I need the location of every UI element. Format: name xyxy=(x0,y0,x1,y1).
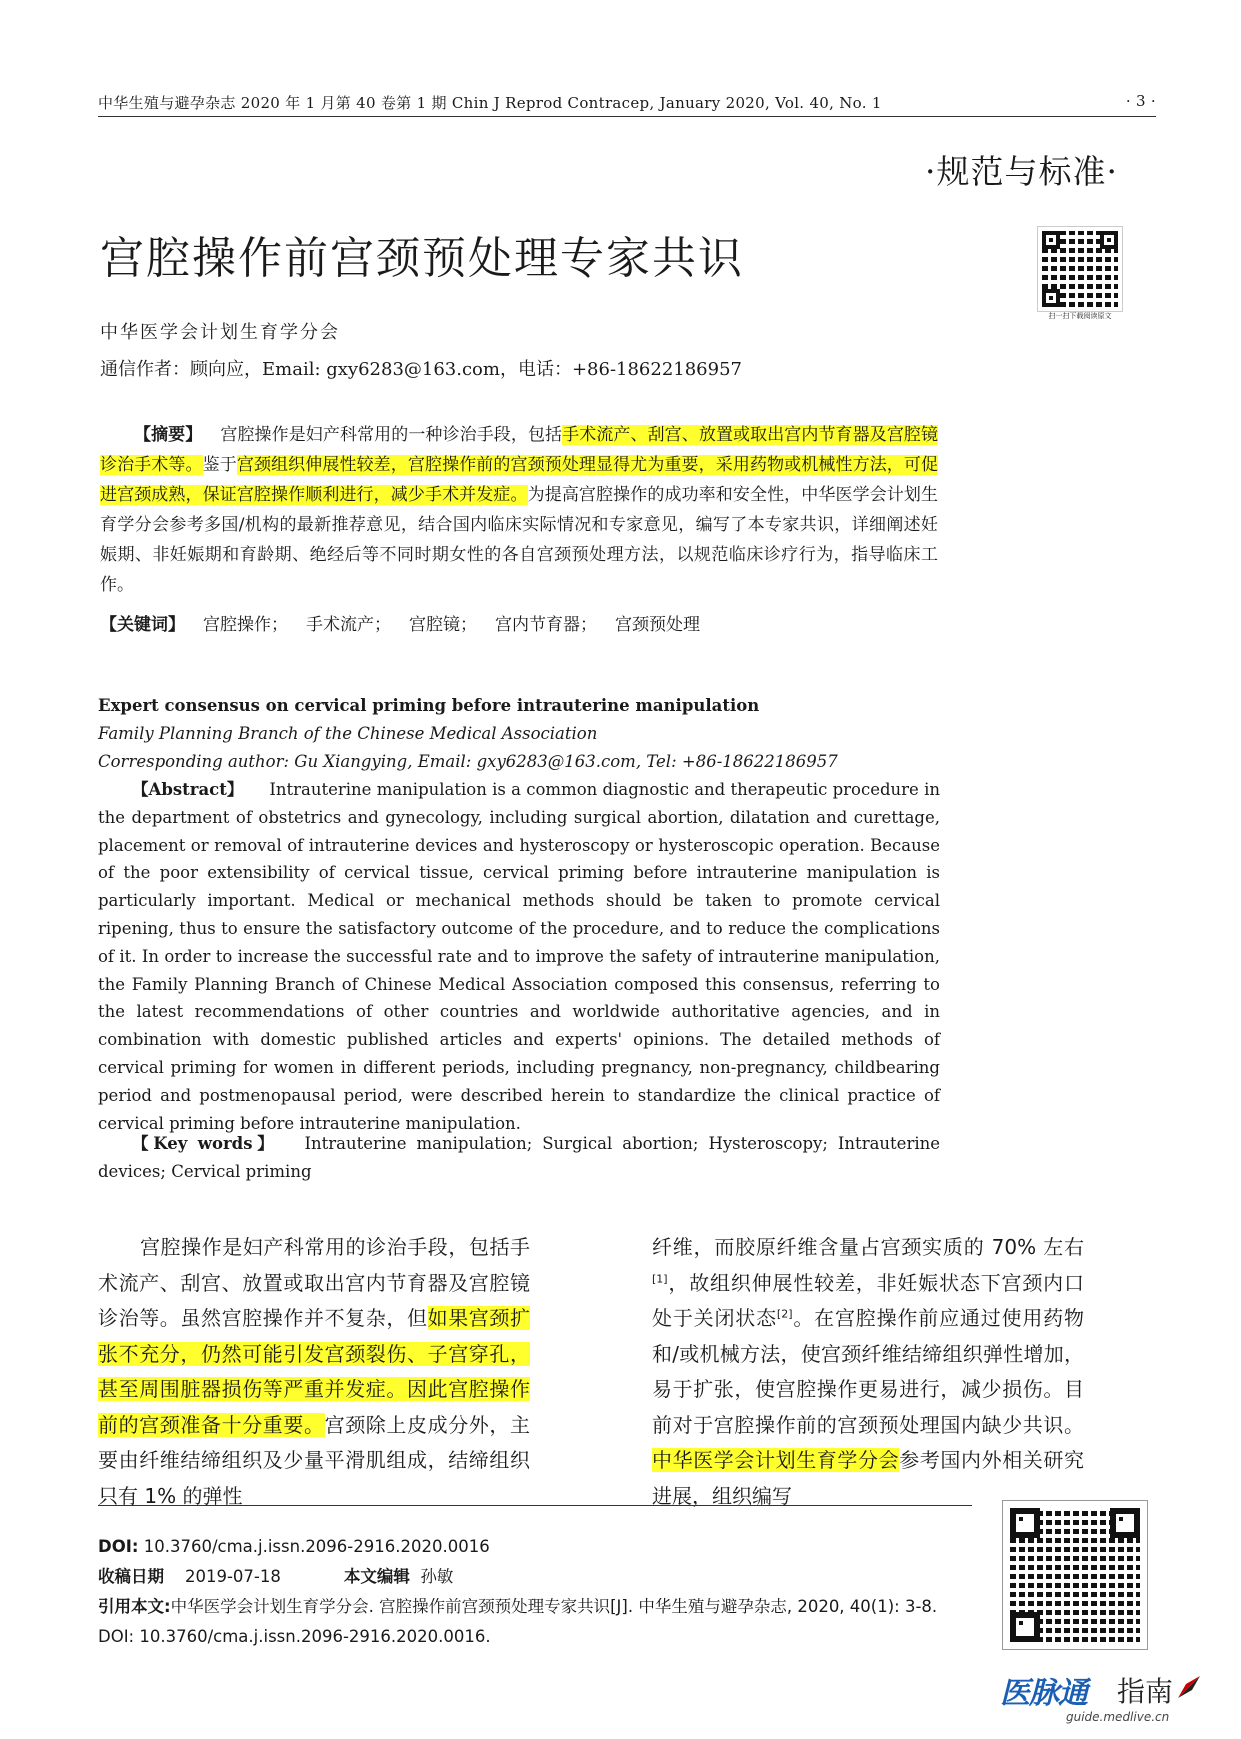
article-title: 宫腔操作前宫颈预处理专家共识 xyxy=(100,233,744,284)
received-date: 2019-07-18 xyxy=(184,1567,281,1586)
abstract-label: 【摘要】 xyxy=(134,425,203,445)
english-keywords xyxy=(98,1130,940,1186)
keywords-chinese xyxy=(100,610,938,640)
keywords-text: Intrauterine manipulation; Surgical abortion; Hysteroscopy; Intrauterine devices; Cervical priming xyxy=(98,1134,940,1181)
abstract-label: 【Abstract】 xyxy=(132,780,244,799)
keyword: 宫颈预处理 xyxy=(615,615,700,635)
qr-caption: 扫一扫下载阅读原文 xyxy=(1048,312,1112,320)
abstract-chinese xyxy=(100,420,938,600)
qr-code-icon[interactable] xyxy=(1037,226,1123,312)
citation-text: 中华医学会计划生育学分会. 宫腔操作前宫颈预处理专家共识[J]. 中华生殖与避孕杂志, 2020, 40(1): 3-8. DOI: 10.3760/cma.j.issn.2096-2916.2020.0016. xyxy=(98,1597,938,1646)
doi-line xyxy=(98,1532,978,1562)
abstract-text: 为提高宫腔操作的成功率和安全性，中华医学会计划生育学分会参考多国/机构的最新推荐意见，结合国内临床实际情况和专家意见，编写了本专家共识，详细阐述妊娠期、非妊娠期和育龄期、绝经后等不同时期女性的各自宫颈预处理方法，以规范临床诊疗行为，指导临床工作。 xyxy=(100,485,939,595)
body-column-right xyxy=(652,1230,1084,1514)
compass-icon xyxy=(1174,1672,1204,1702)
body-column-left xyxy=(98,1230,530,1514)
body-text: 参考国内外相关研究进展，组织编写 xyxy=(652,1448,1085,1508)
logo-brand: 医脉通 xyxy=(1000,1676,1087,1711)
header-journal-info: 中华生殖与避孕杂志 2020 年 1 月第 40 卷第 1 期 Chin J Reprod Contracep, January 2020, Vol. 40, No. 1 xyxy=(98,94,882,112)
citation xyxy=(98,1592,978,1652)
english-corresponding-author: Corresponding author: Gu Xiangying, Email: gxy6283@163.com, Tel: +86-18622186957 xyxy=(98,752,838,771)
highlighted-text: 如果宫颈扩张不充分，仍然可能引发宫颈裂伤、子宫穿孔，甚至周围脏器损伤等严重并发症。因此宫腔操作前的宫颈准备十分重要。 xyxy=(98,1306,531,1437)
abstract-text: 宫腔操作是妇产科常用的一种诊治手段，包括 xyxy=(220,425,563,445)
english-title: Expert consensus on cervical priming before intrauterine manipulation xyxy=(98,696,760,715)
reference-link[interactable]: [1] xyxy=(652,1271,668,1285)
keyword: 宫腔镜； xyxy=(409,615,477,635)
highlighted-text: 中华医学会计划生育学分会 xyxy=(652,1448,900,1472)
received-label: 收稿日期 xyxy=(98,1567,164,1586)
keywords-label: 【关键词】 xyxy=(100,615,185,635)
corresponding-author: 通信作者：顾向应，Email: gxy6283@163.com，电话：+86-18622186957 xyxy=(100,359,742,380)
keyword: 宫内节育器； xyxy=(495,615,597,635)
body-text: 宫腔操作是妇产科常用的诊治手段，包括手术流产、刮宫、放置或取出宫内节育器及宫腔镜诊治等。虽然宫腔操作并不复杂，但 xyxy=(98,1235,530,1330)
reference-link[interactable]: [2] xyxy=(776,1307,793,1321)
doi-label: DOI: xyxy=(98,1537,139,1556)
body-text: 宫颈除上皮成分外，主要由纤维结缔组织及少量平滑肌组成，结缔组织只有 1% 的弹性 xyxy=(98,1412,531,1508)
abstract-text: 鉴于 xyxy=(202,455,237,475)
highlighted-text: 手术流产、刮宫、放置或取出宫内节育器及宫腔镜诊治手术等。 xyxy=(100,425,939,475)
author-organization: 中华医学会计划生育学分会 xyxy=(100,322,340,343)
body-text: 。在宫腔操作前应通过使用药物和/或机械方法，使宫颈纤维结缔组织弹性增加，易于扩张，使宫腔操作更易进行，减少损伤。目前对于宫腔操作前的宫颈预处理国内缺少共识。 xyxy=(652,1306,1084,1437)
section-label: ·规范与标准· xyxy=(925,152,1118,191)
logo-guide: 指南 xyxy=(1117,1675,1174,1708)
doi-link[interactable]: 10.3760/cma.j.issn.2096-2916.2020.0016 xyxy=(138,1537,490,1556)
citation-label: 引用本文: xyxy=(98,1597,171,1616)
editor-name: 孙敏 xyxy=(420,1567,454,1586)
editor-label: 本文编辑 xyxy=(343,1567,410,1586)
english-abstract xyxy=(98,776,940,1137)
header-page-number: · 3 · xyxy=(1125,92,1156,110)
body-text: ，故组织伸展性较差，非妊娠状态下宫颈内口处于关闭状态 xyxy=(652,1270,1084,1330)
keyword: 宫腔操作； xyxy=(203,615,288,635)
body-text: 纤维，而胶原纤维含量占宫颈实质的 70% 左右 xyxy=(652,1235,1084,1259)
qr-code-icon[interactable] xyxy=(1002,1500,1148,1650)
medlive-logo[interactable] xyxy=(1000,1668,1220,1732)
keyword: 手术流产； xyxy=(306,615,391,635)
footer-divider xyxy=(98,1505,972,1506)
received-date-line xyxy=(98,1562,978,1592)
english-author: Family Planning Branch of the Chinese Medical Association xyxy=(98,724,598,743)
running-header xyxy=(98,88,1156,117)
abstract-text: Intrauterine manipulation is a common diagnostic and therapeutic procedure in the department of obstetrics and gynecology, including surgical abortion, dilatation and curettage, placement or removal of intrauterine devices and hysteroscopy or hysteroscopic operation. Because of the poor extensibility of cervical tissue, cervical priming before intrauterine manipulation is particularly important. Medical or mechanical methods should be taken to promote cervical ripening, thus to ensure the satisfactory outcome of the procedure, and to reduce the complications of it. In order to increase the successful rate and to improve the safety of intrauterine manipulation, the Family Planning Branch of Chinese Medical Association composed this consensus, referring to the latest recommendations of other countries and worldwide authoritative agencies, and in combination with domestic published articles and experts' opinions. The detailed methods of cervical priming for women in different periods, including pregnancy, non-pregnancy, childbearing period and postmenopausal period, were described herein to standardize the clinical practice of cervical priming before intrauterine manipulation. xyxy=(98,780,940,1133)
highlighted-text: 宫颈组织伸展性较差，宫腔操作前的宫颈预处理显得尤为重要，采用药物或机械性方法，可促进宫颈成熟，保证宫腔操作顺利进行，减少手术并发症。 xyxy=(100,455,939,505)
keywords-label: 【Key words】 xyxy=(132,1134,279,1153)
logo-url[interactable]: guide.medlive.cn xyxy=(1066,1710,1170,1724)
